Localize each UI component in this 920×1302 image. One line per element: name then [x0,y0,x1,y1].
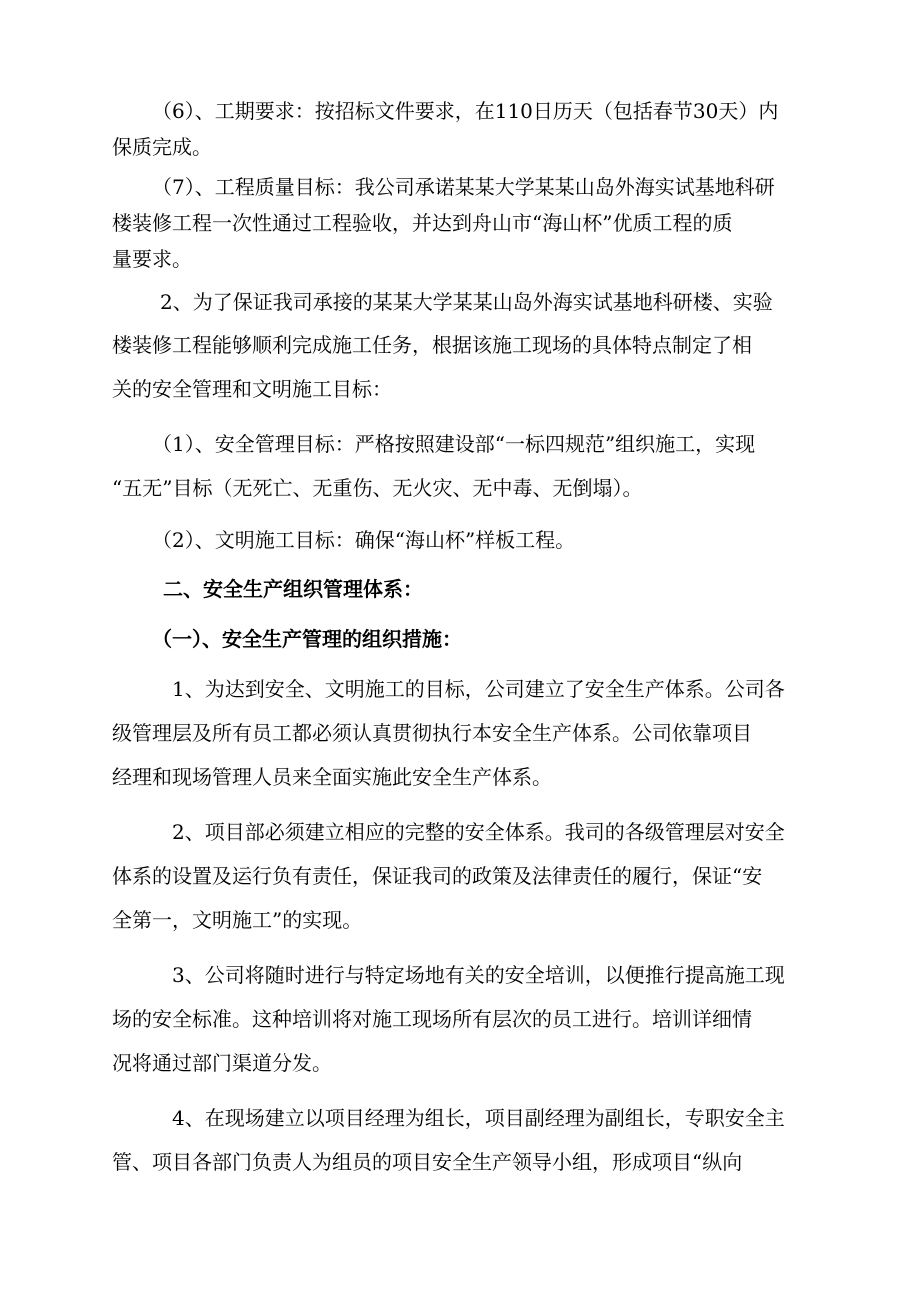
para-1-line-2: 保质完成。 [112,135,212,159]
para-3-line-2: 楼装修工程能够顺利完成施工任务，根据该施工现场的具体特点制定了相 [112,333,752,357]
para-1-line-1: （6）、工期要求：按招标文件要求，在110日历天（包括春节30天）内 [152,99,779,123]
para-5-line-1: （2）、文明施工目标：确保“海山杯”样板工程。 [152,528,576,552]
para-3-line-1: 2、为了保证我司承接的某某大学某某山岛外海实试基地科研楼、实验 [160,290,773,314]
para-4-line-2: “五无”目标（无死亡、无重伤、无火灾、无中毒、无倒塌）。 [112,476,643,500]
para-10-line-1: 3、公司将随时进行与特定场地有关的安全培训，以便推行提高施工现 [172,963,785,987]
para-10-line-2: 场的安全标准。这种培训将对施工现场所有层次的员工进行。培训详细情 [112,1007,752,1031]
para-2-line-2: 楼装修工程一次性通过工程验收，并达到舟山市“海山杯”优质工程的质 [112,211,733,235]
para-2-line-1: （7）、工程质量目标：我公司承诺某某大学某某山岛外海实试基地科研 [152,175,775,199]
para-10-line-3: 况将通过部门渠道分发。 [112,1051,332,1075]
para-11-line-1: 4、在现场建立以项目经理为组长，项目副经理为副组长，专职安全主 [172,1106,785,1130]
para-9-line-3: 全第一，文明施工”的实现。 [112,908,363,932]
para-4-line-1: （1）、安全管理目标：严格按照建设部“一标四规范”组织施工，实现 [152,432,756,456]
para-8-line-3: 经理和现场管理人员来全面实施此安全生产体系。 [112,765,552,789]
para-8-line-2: 级管理层及所有员工都必须认真贯彻执行本安全生产体系。公司依靠项目 [112,721,752,745]
section-heading: 二、安全生产组织管理体系： [163,577,423,601]
para-9-line-1: 2、项目部必须建立相应的完整的安全体系。我司的各级管理层对安全 [172,820,785,844]
para-8-line-1: 1、为达到安全、文明施工的目标，公司建立了安全生产体系。公司各 [172,677,785,701]
para-3-line-3: 关的安全管理和文明施工目标： [112,377,392,401]
para-11-line-2: 管、项目各部门负责人为组员的项目安全生产领导小组，形成项目“纵向 [112,1150,743,1174]
subsection-heading: （一）、安全生产管理的组织措施： [152,627,462,651]
para-9-line-2: 体系的设置及运行负有责任，保证我司的政策及法律责任的履行，保证“安 [112,864,763,888]
para-2-line-3: 量要求。 [112,247,192,271]
